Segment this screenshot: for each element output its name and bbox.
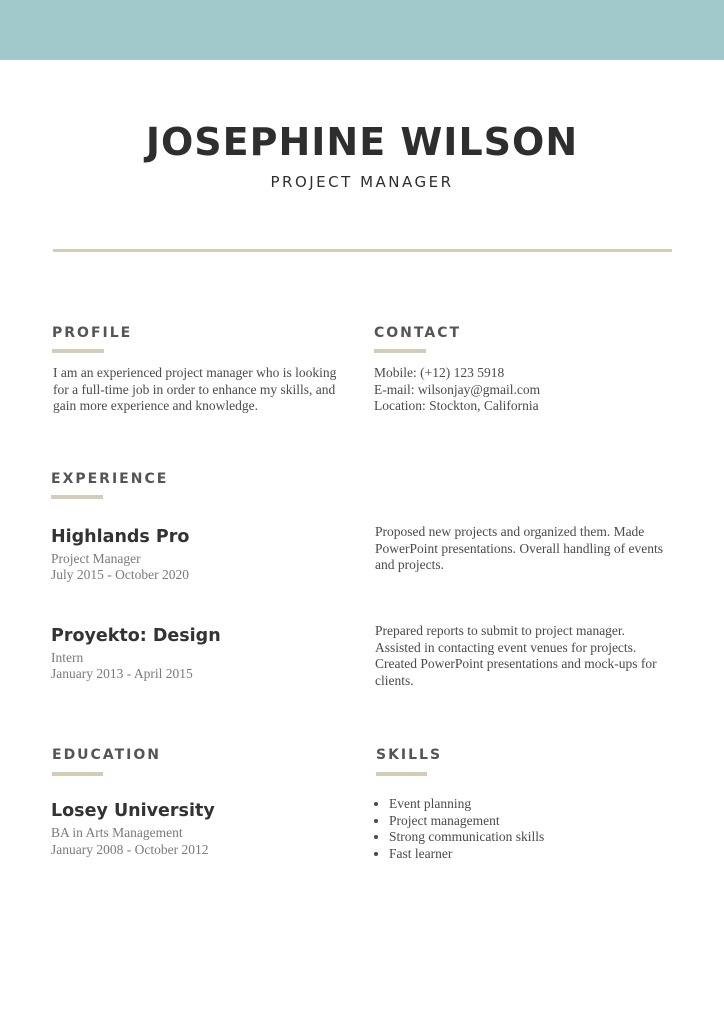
experience-dates: July 2015 - October 2020 <box>51 567 189 582</box>
experience-heading: EXPERIENCE <box>51 471 169 487</box>
education-heading-underline <box>52 772 103 776</box>
experience-heading-underline <box>51 495 103 499</box>
contact-location: Location: Stockton, California <box>374 398 539 413</box>
contact-details <box>374 365 674 415</box>
experience-company: Highlands Pro <box>51 527 190 547</box>
experience-dates: January 2013 - April 2015 <box>51 666 193 681</box>
skill-item: • Event planning <box>389 796 544 813</box>
education-degree: BA in Arts Management <box>51 825 183 840</box>
skill-item: • Project management <box>389 813 544 830</box>
profile-heading-underline <box>52 349 104 353</box>
skills-heading-underline <box>376 772 427 776</box>
experience-description: Proposed new projects and organized them. Made PowerPoint presentations. Overall handling of events and projects. <box>375 524 663 572</box>
education-school: Losey University <box>51 801 215 821</box>
experience-description: Prepared reports to submit to project manager. Assisted in contacting event venues for projects. Created PowerPoint presentations and mock-ups for clients. <box>375 623 657 688</box>
skill-item: • Fast learner <box>389 846 544 863</box>
skills-list <box>375 796 544 862</box>
candidate-name: JOSEPHINE WILSON <box>145 120 579 164</box>
education-heading: EDUCATION <box>52 747 161 763</box>
header-divider <box>53 249 672 252</box>
experience-company: Proyekto: Design <box>51 626 221 646</box>
contact-email: E-mail: wilsonjay@gmail.com <box>374 381 541 397</box>
contact-heading-underline <box>374 349 426 353</box>
experience-role: Project Manager <box>51 551 141 566</box>
skills-heading: SKILLS <box>376 747 443 763</box>
profile-text: I am an experienced project manager who is looking for a full-time job in order to enhance my skills, and gain more experience and knowledge. <box>53 365 337 413</box>
education-dates: January 2008 - October 2012 <box>51 842 209 857</box>
contact-heading: CONTACT <box>374 325 462 341</box>
top-color-band <box>0 0 724 60</box>
contact-mobile: Mobile: (+12) 123 5918 <box>374 365 505 380</box>
skill-item: • Strong communication skills <box>389 829 544 846</box>
candidate-job-title: PROJECT MANAGER <box>270 173 454 191</box>
experience-role: Intern <box>51 650 84 665</box>
profile-heading: PROFILE <box>52 325 133 341</box>
